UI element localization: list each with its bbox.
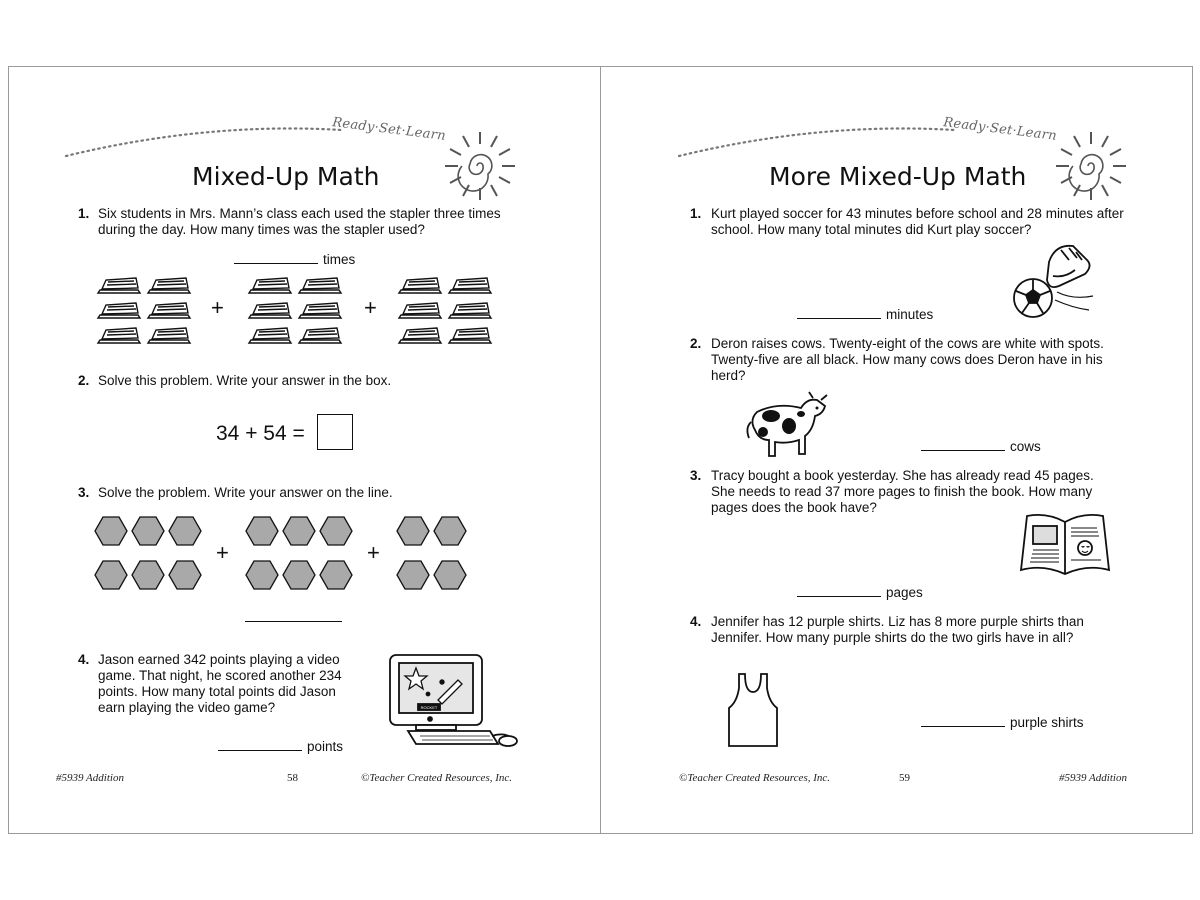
stapler-icon — [96, 301, 142, 319]
answer-line[interactable] — [921, 450, 1005, 451]
question-line: points. How many total points did Jason — [98, 684, 336, 699]
question-line: herd? — [711, 368, 746, 383]
footer-copyright: ©Teacher Created Resources, Inc. — [361, 772, 513, 784]
stapler-icon — [447, 326, 493, 344]
hexagon-icon — [245, 516, 279, 546]
page-title: More Mixed-Up Math — [769, 162, 1027, 191]
cow-icon — [745, 392, 835, 460]
hexagon-icon — [245, 560, 279, 590]
monitor-label: ROCKET — [420, 705, 438, 710]
question-line: Solve this problem. Write your answer in the box. — [98, 373, 392, 388]
question-number: 4. — [690, 614, 702, 629]
footer-page-number: 59 — [899, 772, 910, 784]
footer-page-number: 58 — [287, 772, 298, 784]
question-text — [98, 373, 391, 389]
book-icon — [1019, 512, 1111, 578]
stapler-icon — [447, 276, 493, 294]
answer-box[interactable] — [317, 414, 353, 450]
stapler-icon — [297, 326, 343, 344]
hexagon-icon — [396, 516, 430, 546]
answer-line[interactable] — [797, 596, 881, 597]
left-page — [8, 66, 600, 834]
stapler-icon — [247, 326, 293, 344]
page-title: Mixed-Up Math — [192, 162, 380, 191]
question-line: Solve the problem. Write your answer on the line. — [98, 485, 393, 500]
dotted-arc-decoration — [679, 122, 959, 162]
stapler-icon — [247, 276, 293, 294]
stapler-icon — [397, 301, 443, 319]
answer-unit: purple shirts — [1010, 715, 1084, 730]
hexagon-icon — [319, 516, 353, 546]
brand-label: Ready·Set·Learn — [331, 115, 447, 144]
answer-line[interactable] — [245, 621, 342, 622]
question-line: earn playing the video game? — [98, 700, 276, 715]
answer-unit: points — [307, 739, 344, 754]
hexagon-icon — [168, 516, 202, 546]
question-line: Jennifer has 12 purple shirts. Liz has 8 more purple shirts than — [711, 614, 1084, 629]
question-number: 2. — [690, 336, 702, 351]
answer-line[interactable] — [797, 318, 881, 319]
answer-blank[interactable] — [797, 307, 933, 322]
question-line: She needs to read 37 more pages to finish the book. How many — [711, 484, 1093, 499]
stapler-icon — [146, 276, 192, 294]
equation: 34 + 54 = — [216, 422, 305, 445]
question-line: Deron raises cows. Twenty-eight of the cows are white with spots. — [711, 336, 1104, 351]
answer-line[interactable] — [234, 263, 318, 264]
computer-icon — [380, 652, 520, 748]
question-line: Jason earned 342 points playing a video — [98, 652, 340, 667]
stapler-icon — [447, 301, 493, 319]
question-text — [98, 485, 393, 501]
hexagon-icon — [319, 560, 353, 590]
question-number: 3. — [78, 485, 90, 500]
question-number: 1. — [690, 206, 702, 221]
plus-sign: + — [216, 540, 229, 565]
answer-blank[interactable] — [797, 585, 923, 600]
question-line: game. That night, he scored another 234 — [98, 668, 342, 683]
question-line: Jennifer. How many purple shirts do the two girls have in all? — [711, 630, 1074, 645]
stapler-icon — [96, 326, 142, 344]
question-line: school. How many total minutes did Kurt play soccer? — [711, 222, 1032, 237]
dotted-arc-decoration — [66, 122, 346, 162]
question-text — [98, 206, 501, 238]
stapler-icon — [146, 326, 192, 344]
answer-unit: minutes — [886, 307, 934, 322]
sun-icon — [1049, 126, 1133, 204]
hexagon-icon — [433, 560, 467, 590]
question-line: during the day. How many times was the stapler used? — [98, 222, 425, 237]
question-line: pages does the book have? — [711, 500, 877, 515]
plus-sign: + — [211, 295, 224, 320]
hexagon-icon — [396, 560, 430, 590]
question-line: Twenty-five are all black. How many cows does Deron have in his — [711, 352, 1103, 367]
stapler-icon — [397, 326, 443, 344]
answer-unit: cows — [1010, 439, 1041, 454]
stapler-icon — [297, 276, 343, 294]
soccer-icon — [1009, 240, 1099, 324]
sun-icon — [438, 126, 522, 204]
question-text — [711, 206, 1124, 238]
plus-sign: + — [364, 295, 377, 320]
question-number: 3. — [690, 468, 702, 483]
footer-copyright: ©Teacher Created Resources, Inc. — [679, 772, 831, 784]
answer-line[interactable] — [921, 726, 1005, 727]
hexagon-icon — [131, 516, 165, 546]
hexagon-icon — [433, 516, 467, 546]
answer-unit: times — [323, 252, 356, 267]
question-line: Six students in Mrs. Mann’s class each used the stapler three times — [98, 206, 501, 221]
brand-label: Ready·Set·Learn — [942, 115, 1058, 144]
question-line: Kurt played soccer for 43 minutes before school and 28 minutes after — [711, 206, 1124, 221]
hexagon-icon — [282, 560, 316, 590]
hexagon-icon — [282, 516, 316, 546]
hexagon-icon — [94, 560, 128, 590]
plus-sign: + — [367, 540, 380, 565]
stapler-icon — [297, 301, 343, 319]
hexagon-icon — [94, 516, 128, 546]
answer-line[interactable] — [218, 750, 302, 751]
answer-blank[interactable] — [921, 439, 1041, 454]
question-text — [711, 336, 1104, 384]
question-text — [711, 614, 1084, 646]
hexagon-icon — [131, 560, 165, 590]
footer-book-id: #5939 Addition — [1059, 772, 1127, 784]
answer-unit: pages — [886, 585, 923, 600]
stapler-icon — [247, 301, 293, 319]
question-text — [98, 652, 342, 716]
question-number: 4. — [78, 652, 90, 667]
question-line: Tracy bought a book yesterday. She has already read 45 pages. — [711, 468, 1094, 483]
stapler-icon — [146, 301, 192, 319]
stapler-icon — [397, 276, 443, 294]
answer-blank[interactable] — [234, 252, 355, 267]
answer-blank[interactable] — [921, 715, 1084, 730]
hexagon-icon — [168, 560, 202, 590]
right-page — [601, 66, 1193, 834]
question-text — [711, 468, 1094, 516]
tank-top-icon — [727, 672, 779, 748]
footer-book-id: #5939 Addition — [56, 772, 124, 784]
answer-blank[interactable] — [218, 739, 343, 754]
question-number: 1. — [78, 206, 90, 221]
stapler-icon — [96, 276, 142, 294]
question-number: 2. — [78, 373, 90, 388]
